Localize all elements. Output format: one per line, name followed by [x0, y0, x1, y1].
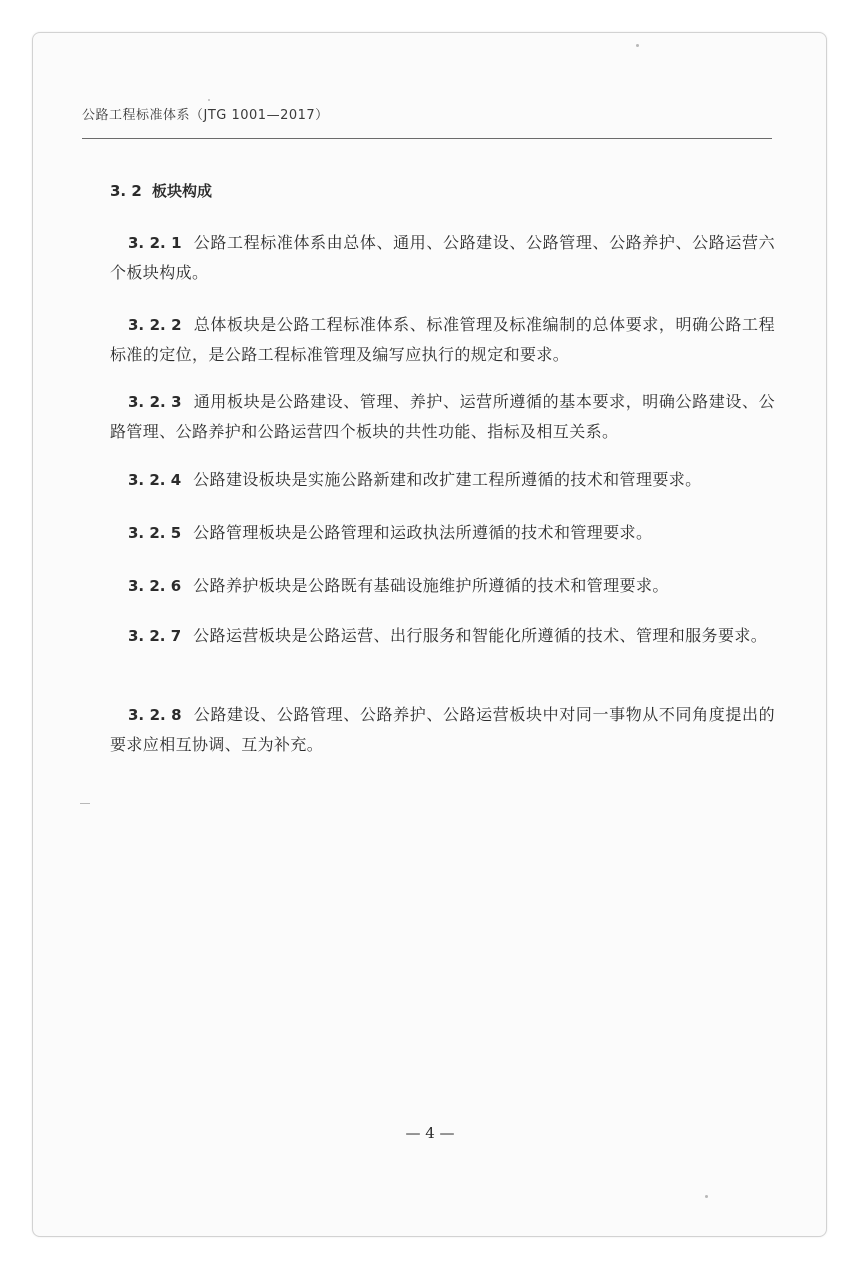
clause-text: 通用板块是公路建设、管理、养护、运营所遵循的基本要求，明确公路建设、公路管理、公路养护和公路运营四个板块的共性功能、指标及相互关系。: [110, 392, 775, 441]
clause-3-2-2: [110, 310, 775, 369]
clause-number: 3. 2. 1: [128, 234, 182, 252]
clause-number: 3. 2. 4: [128, 471, 182, 489]
clause-text: 公路运营板块是公路运营、出行服务和智能化所遵循的技术、管理和服务要求。: [193, 626, 768, 645]
scan-speck: [705, 1195, 708, 1198]
clause-text: 公路工程标准体系由总体、通用、公路建设、公路管理、公路养护、公路运营六个板块构成。: [110, 233, 775, 282]
section-number: 3. 2: [110, 182, 142, 200]
clause-text: 公路管理板块是公路管理和运政执法所遵循的技术和管理要求。: [193, 523, 653, 542]
clause-3-2-8: [110, 700, 775, 759]
clause-number: 3. 2. 7: [128, 627, 182, 645]
clause-3-2-7: [110, 621, 775, 651]
clause-3-2-3: [110, 387, 775, 446]
clause-3-2-4: [110, 465, 775, 495]
clause-text: 公路建设、公路管理、公路养护、公路运营板块中对同一事物从不同角度提出的要求应相互协调、互为补充。: [110, 705, 775, 754]
clause-number: 3. 2. 5: [128, 524, 182, 542]
clause-3-2-6: [110, 571, 775, 601]
page-number: — 4 —: [405, 1124, 455, 1142]
running-header: 公路工程标准体系（JTG 1001—2017）: [82, 108, 329, 123]
clause-number: 3. 2. 6: [128, 577, 182, 595]
clause-number: 3. 2. 8: [128, 706, 182, 724]
section-heading: [110, 180, 212, 202]
scan-speck: [636, 44, 639, 47]
clause-3-2-1: [110, 228, 775, 287]
clause-number: 3. 2. 3: [128, 393, 182, 411]
clause-number: 3. 2. 2: [128, 316, 182, 334]
scan-speck: [208, 99, 210, 101]
section-title: 板块构成: [152, 182, 213, 200]
clause-3-2-5: [110, 518, 775, 548]
header-rule: [82, 138, 772, 139]
clause-text: 总体板块是公路工程标准体系、标准管理及标准编制的总体要求，明确公路工程标准的定位，是公路工程标准管理及编写应执行的规定和要求。: [110, 315, 775, 364]
clause-text: 公路建设板块是实施公路新建和改扩建工程所遵循的技术和管理要求。: [193, 470, 702, 489]
clause-text: 公路养护板块是公路既有基础设施维护所遵循的技术和管理要求。: [193, 576, 669, 595]
scan-speck: [80, 803, 90, 804]
